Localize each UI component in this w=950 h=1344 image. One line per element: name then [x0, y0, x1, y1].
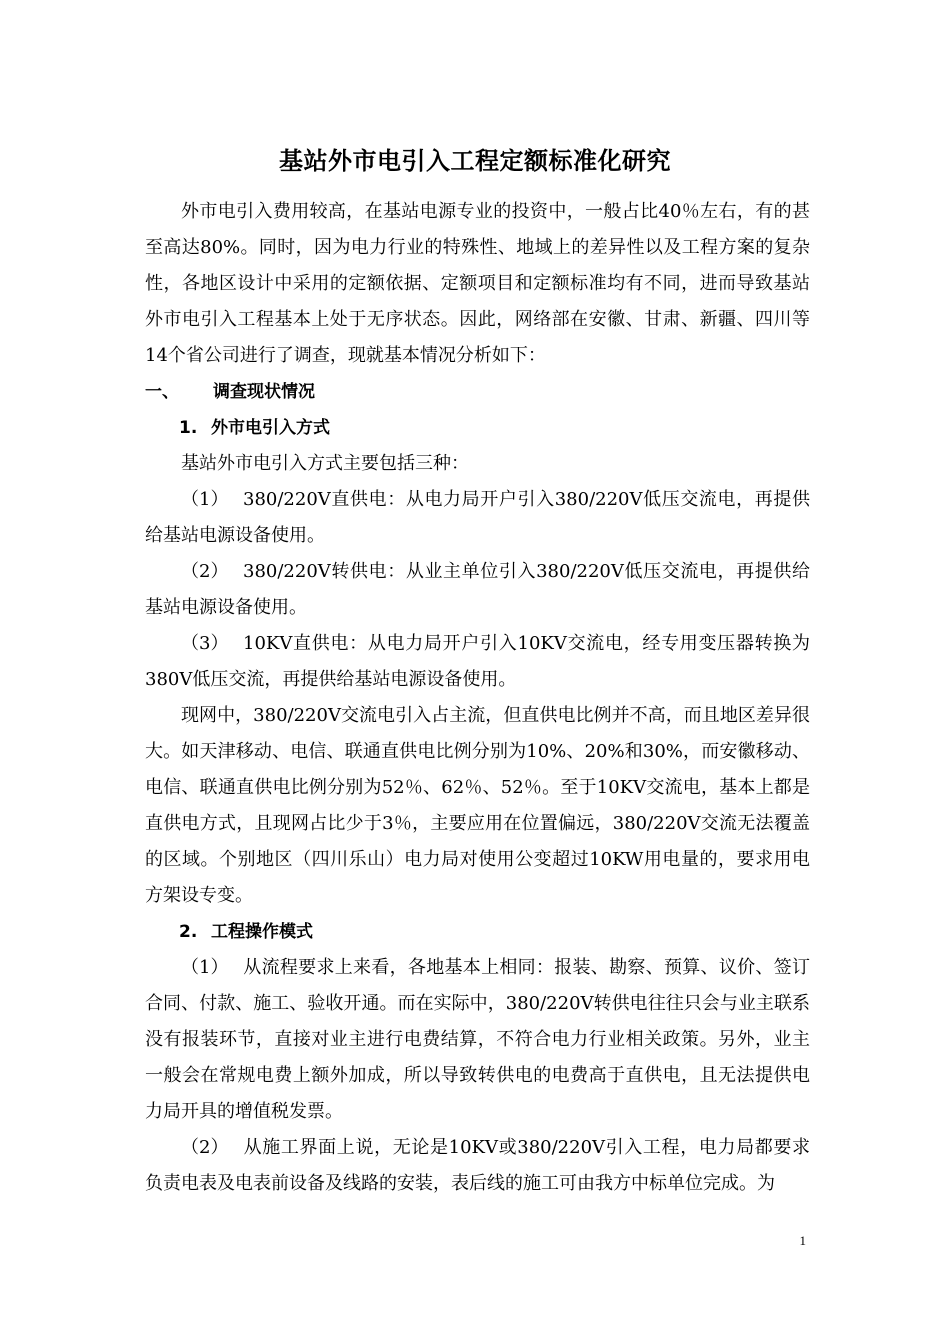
section-number: 一、	[145, 382, 179, 402]
subsection-title: 工程操作模式	[211, 922, 313, 942]
subsection-lead: 基站外市电引入方式主要包括三种：	[181, 453, 469, 474]
list-item	[145, 554, 810, 626]
document-title: 基站外市电引入工程定额标准化研究	[279, 147, 671, 175]
subsection-heading-2	[145, 914, 810, 950]
list-item-text: 从施工界面上说，无论是10KV或380/220V引入工程，电力局都要求负责电表及电表前设备及线路的安装，表后线的施工可由我方中标单位完成。为	[145, 1137, 810, 1194]
list-item-text: 10KV直供电：从电力局开户引入10KV交流电，经专用变压器转换为380V低压交流，再提供给基站电源设备使用。	[145, 633, 810, 690]
list-item-number: （2）	[181, 1137, 229, 1158]
list-item-number: （1）	[181, 957, 229, 978]
intro-paragraph: 外市电引入费用较高，在基站电源专业的投资中，一般占比40％左右，有的甚至高达80%。同时，因为电力行业的特殊性、地域上的差异性以及工程方案的复杂性，各地区设计中采用的定额依据、定额项目和定额标准均有不同，进而导致基站外市电引入工程基本上处于无序状态。因此，网络部在安徽、甘肃、新疆、四川等14个省公司进行了调查，现就基本情况分析如下：	[145, 201, 810, 366]
document-body	[145, 194, 810, 1202]
list-item-number: （3）	[181, 633, 229, 654]
subsection-number: 1.	[179, 418, 198, 438]
list-item	[145, 482, 810, 554]
section-heading-1	[145, 374, 810, 410]
list-item	[145, 1130, 810, 1202]
list-item-number: （2）	[181, 561, 229, 582]
subsection-title: 外市电引入方式	[211, 418, 330, 438]
list-item-text: 380/220V转供电：从业主单位引入380/220V低压交流电，再提供给基站电源设备使用。	[145, 561, 810, 618]
section-title: 调查现状情况	[213, 382, 315, 402]
list-item	[145, 950, 810, 1130]
list-item	[145, 626, 810, 698]
list-item-text: 从流程要求上来看，各地基本上相同：报装、勘察、预算、议价、签订合同、付款、施工、验收开通。而在实际中，380/220V转供电往往只会与业主联系没有报装环节，直接对业主进行电费结算，不符合电力行业相关政策。另外，业主一般会在常规电费上额外加成，所以导致转供电的电费高于直供电，且无法提供电力局开具的增值税发票。	[145, 957, 810, 1122]
subsection-number: 2.	[179, 922, 198, 942]
list-item-text: 380/220V直供电：从电力局开户引入380/220V低压交流电，再提供给基站电源设备使用。	[145, 489, 810, 546]
summary-paragraph: 现网中，380/220V交流电引入占主流，但直供电比例并不高，而且地区差异很大。如天津移动、电信、联通直供电比例分别为10%、20%和30%，而安徽移动、电信、联通直供电比例分别为52％、62％、52％。至于10KV交流电，基本上都是直供电方式，且现网占比少于3％，主要应用在位置偏远，380/220V交流无法覆盖的区域。个别地区（四川乐山）电力局对使用公变超过10KW用电量的，要求用电方架设专变。	[145, 705, 810, 906]
subsection-heading-1	[145, 410, 810, 446]
page-number: 1	[799, 1233, 806, 1248]
list-item-number: （1）	[181, 489, 229, 510]
